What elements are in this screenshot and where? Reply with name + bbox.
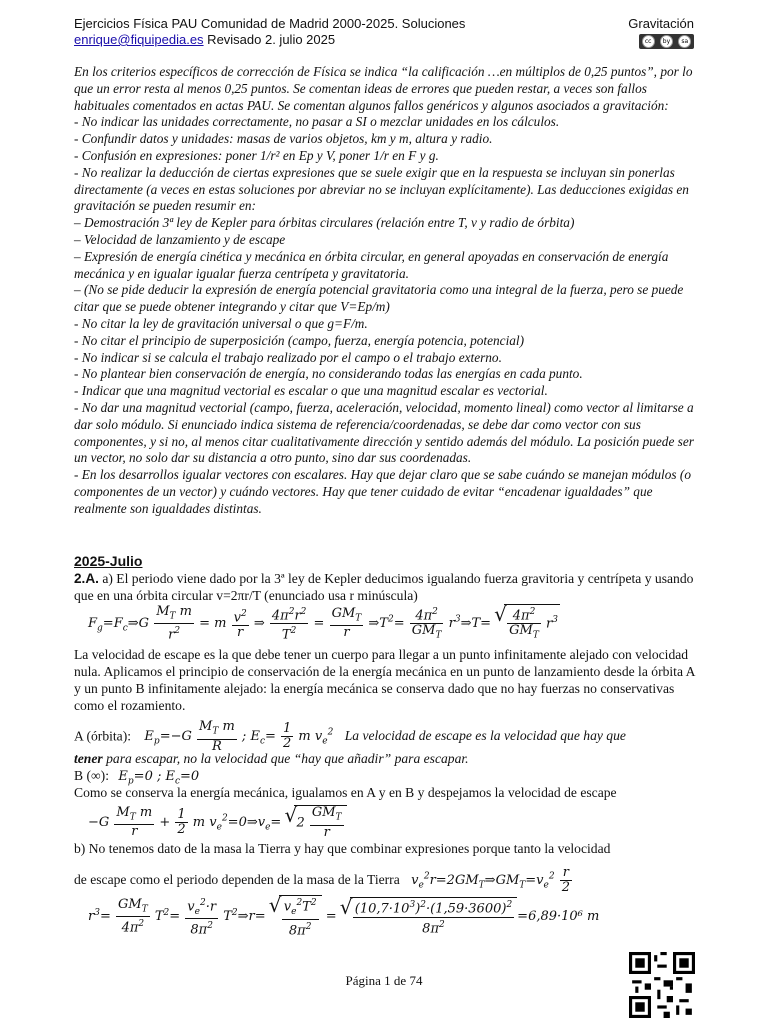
- list-item: - No realizar la deducción de ciertas expresiones que se suele exigir que en la respuesta se incluyan sin ponerlas directamente (a veces en estas soluciones por abreviar no se incluyan explícitamente). Las deducciones exigidas en gravitación se pueden resumir en:: [74, 164, 689, 214]
- conservation-paragraph: Como se conserva la energía mecánica, igualamos en A y en B y despejamos la velocidad de escape: [74, 785, 617, 800]
- list-item: – (No se pide deducir la expresión de energía potencial gravitatoria como una integral de la fuerza, pero se puede citar que se puede obtener integrando y citar que V=Ep/m): [74, 282, 684, 315]
- creative-commons-icon[interactable]: cc by sa: [639, 34, 694, 49]
- list-item: - Confundir datos y unidades: masas de varios objetos, km y m, altura y radio.: [74, 131, 493, 147]
- list-item: - En los desarrollos igualar vectores con escalares. Hay que dejar claro que se sabe cuándo se manejan módulos (o componentes de un vector) y cuándo vectores. Hay que tener cuidado de evitar “encadenar igualdades” que realmente son igualdades distintas.: [74, 467, 691, 516]
- radius-equation: $r^3=$ $\frac{GM_T}{4\pi^2}$ $T^2=$ $\frac{v_e^2\cdot r}{8\pi^2}$ $T^2\Rightarrow r=$ √ $\frac{v_e^2T^2}{8\pi^2}$ = √ $\frac{(10,7\cdot 10^3)^2\cdot(1,59\cdot 3600)^2}{8\pi^2}$ =6,89·10⁶ m: [88, 895, 599, 938]
- orbit-label: A (órbita):: [74, 728, 132, 744]
- part-b-paragraph: b) No tenemos dato de la masa la Tierra y hay que combinar expresiones porque tanto la velocidad: [74, 841, 611, 856]
- result-value: =6,89·10⁶ m: [517, 909, 600, 925]
- part-b-text: de escape como el periodo dependen de la masa de la Tierra: [74, 872, 400, 887]
- orbit-energy-line: [74, 720, 704, 754]
- infinity-energy-equation: $E_p=0$ ; $E_c=0$: [118, 769, 200, 787]
- correction-criteria: [74, 64, 700, 518]
- section-heading: 2025-Julio: [74, 553, 143, 569]
- orbit-note-emphasis: tener: [74, 751, 103, 766]
- list-item: - Indicar que una magnitud vectorial es escalar o que una magnitud escalar es vectorial.: [74, 383, 548, 399]
- kepler-equation: $F_g=F_c\Rightarrow G$ $\frac{M_T m}{r^2}$ = m $\frac{v^2}{r}$ ⇒ $\frac{4\pi^2r^2}{T^2}$ = $\frac{GM_T}{r}$ $\Rightarrow T^2=$ $\frac{4\pi^2}{GM_T}$ $r^3\Rightarrow T=$ √ $\frac{4\pi^2}{GM_T}$ $r^3$: [88, 604, 560, 643]
- email-link[interactable]: enrique@fiquipedia.es: [74, 32, 204, 47]
- answer-part-a: [74, 570, 704, 604]
- orbit-note: La velocidad de escape es la velocidad que hay que: [344, 728, 626, 744]
- revision-date: Revisado 2. julio 2025: [203, 32, 336, 47]
- qr-code-icon[interactable]: [629, 952, 695, 1018]
- list-item: - No citar el principio de superposición (campo, fuerza, energía potencia, potencial): [74, 332, 525, 348]
- intro-paragraph: En los criterios específicos de corrección de Física se indica “la calificación …en múltiplos de 0,25 puntos”, por lo que un error resta al menos 0,25 puntos. Se comentan ideas de errores que pueden restar, a veces son fallos habituales comentados en actas PAU. Se comentan algunos fallos genéricos y algunos asociados a gravitación:: [74, 64, 693, 113]
- list-item: - No indicar las unidades correctamente, no pasar a SI o mezclar unidades en los cálculos.: [74, 114, 560, 130]
- infinity-label: B (∞):: [74, 768, 109, 783]
- list-item: - No citar la ley de gravitación universal o que g=F/m.: [74, 315, 368, 331]
- list-item: - No indicar si se calcula el trabajo realizado por el campo o el trabajo externo.: [74, 349, 502, 365]
- list-item: – Velocidad de lanzamiento y de escape: [74, 231, 286, 247]
- escape-velocity-equation: −G $\frac{M_T m}{r}$ + $\frac{1}{2}$ m $v_e^2=0\Rightarrow v_e=$ √ 2 $\frac{GM_T}{r}$: [88, 805, 347, 840]
- answer-label: 2.A.: [74, 571, 99, 586]
- orbit-note-line: [74, 750, 704, 767]
- list-item: - No plantear bien conservación de energía, no considerando todas las energías en cada punto.: [74, 366, 583, 382]
- list-item: – Demostración 3ª ley de Kepler para órbitas circulares (relación entre T, v y radio de órbita): [74, 215, 575, 231]
- document-title: Ejercicios Física PAU Comunidad de Madrid 2000-2025. Soluciones: [74, 16, 466, 31]
- list-item: - No dar una magnitud vectorial (campo, fuerza, aceleración, velocidad, momento lineal) como vector al limitarse a dar solo módulo. Si enunciado indica sistema de referencia/coordenadas, se debe dar como vector con sus componentes, y si no, al menos citar cualitativamente dirección y sentido además del módulo. La posición puede ser un vector, no solo dar su distancia a otro punto, sino dar sus coordenadas.: [74, 399, 694, 466]
- list-item: – Expresión de energía cinética y mecánica en órbita circular, en general apoyadas en conservación de energía mecánica y en igualar igualar fuerza centrípeta y gravitatoria.: [74, 248, 669, 281]
- orbit-energy-equation: $E_p=-G$ $\frac{M_T m}{R}$ ; $E_c=$ $\frac{1}{2}$ m $v_e^2$: [144, 719, 334, 754]
- topic-label: Gravitación: [628, 16, 694, 31]
- answer-text: a) El periodo viene dado por la 3ª ley de Kepler deducimos igualando fuerza gravitoria y centrípeta y usando que en una órbita circular v=2πr/T (enunciado usa r minúscula): [74, 571, 694, 603]
- orbit-note-text: para escapar, no la velocidad que “hay que añadir” para escapar.: [102, 751, 469, 766]
- mass-equation: $v_e^2r=2GM_T\Rightarrow GM_T=v_e^2$ $\frac{r}{2}$: [411, 865, 571, 895]
- author-line: [74, 32, 335, 48]
- list-item: - Confusión en expresiones: poner 1/r² en Ep y V, poner 1/r en F y g.: [74, 147, 439, 163]
- escape-velocity-paragraph: La velocidad de escape es la que debe tener un cuerpo para llegar a un punto infinitamente alejado con velocidad nula. Aplicamos el principio de conservación de la energía mecánica en un punto de lanzamiento desde la órbita A y un punto B infinitamente alejado: la energía mecánica se conserva dado que no hay fuerzas no conservativas como el rozamiento.: [74, 647, 695, 713]
- page-number: Página 1 de 74: [345, 973, 423, 988]
- part-b-line: [74, 866, 704, 895]
